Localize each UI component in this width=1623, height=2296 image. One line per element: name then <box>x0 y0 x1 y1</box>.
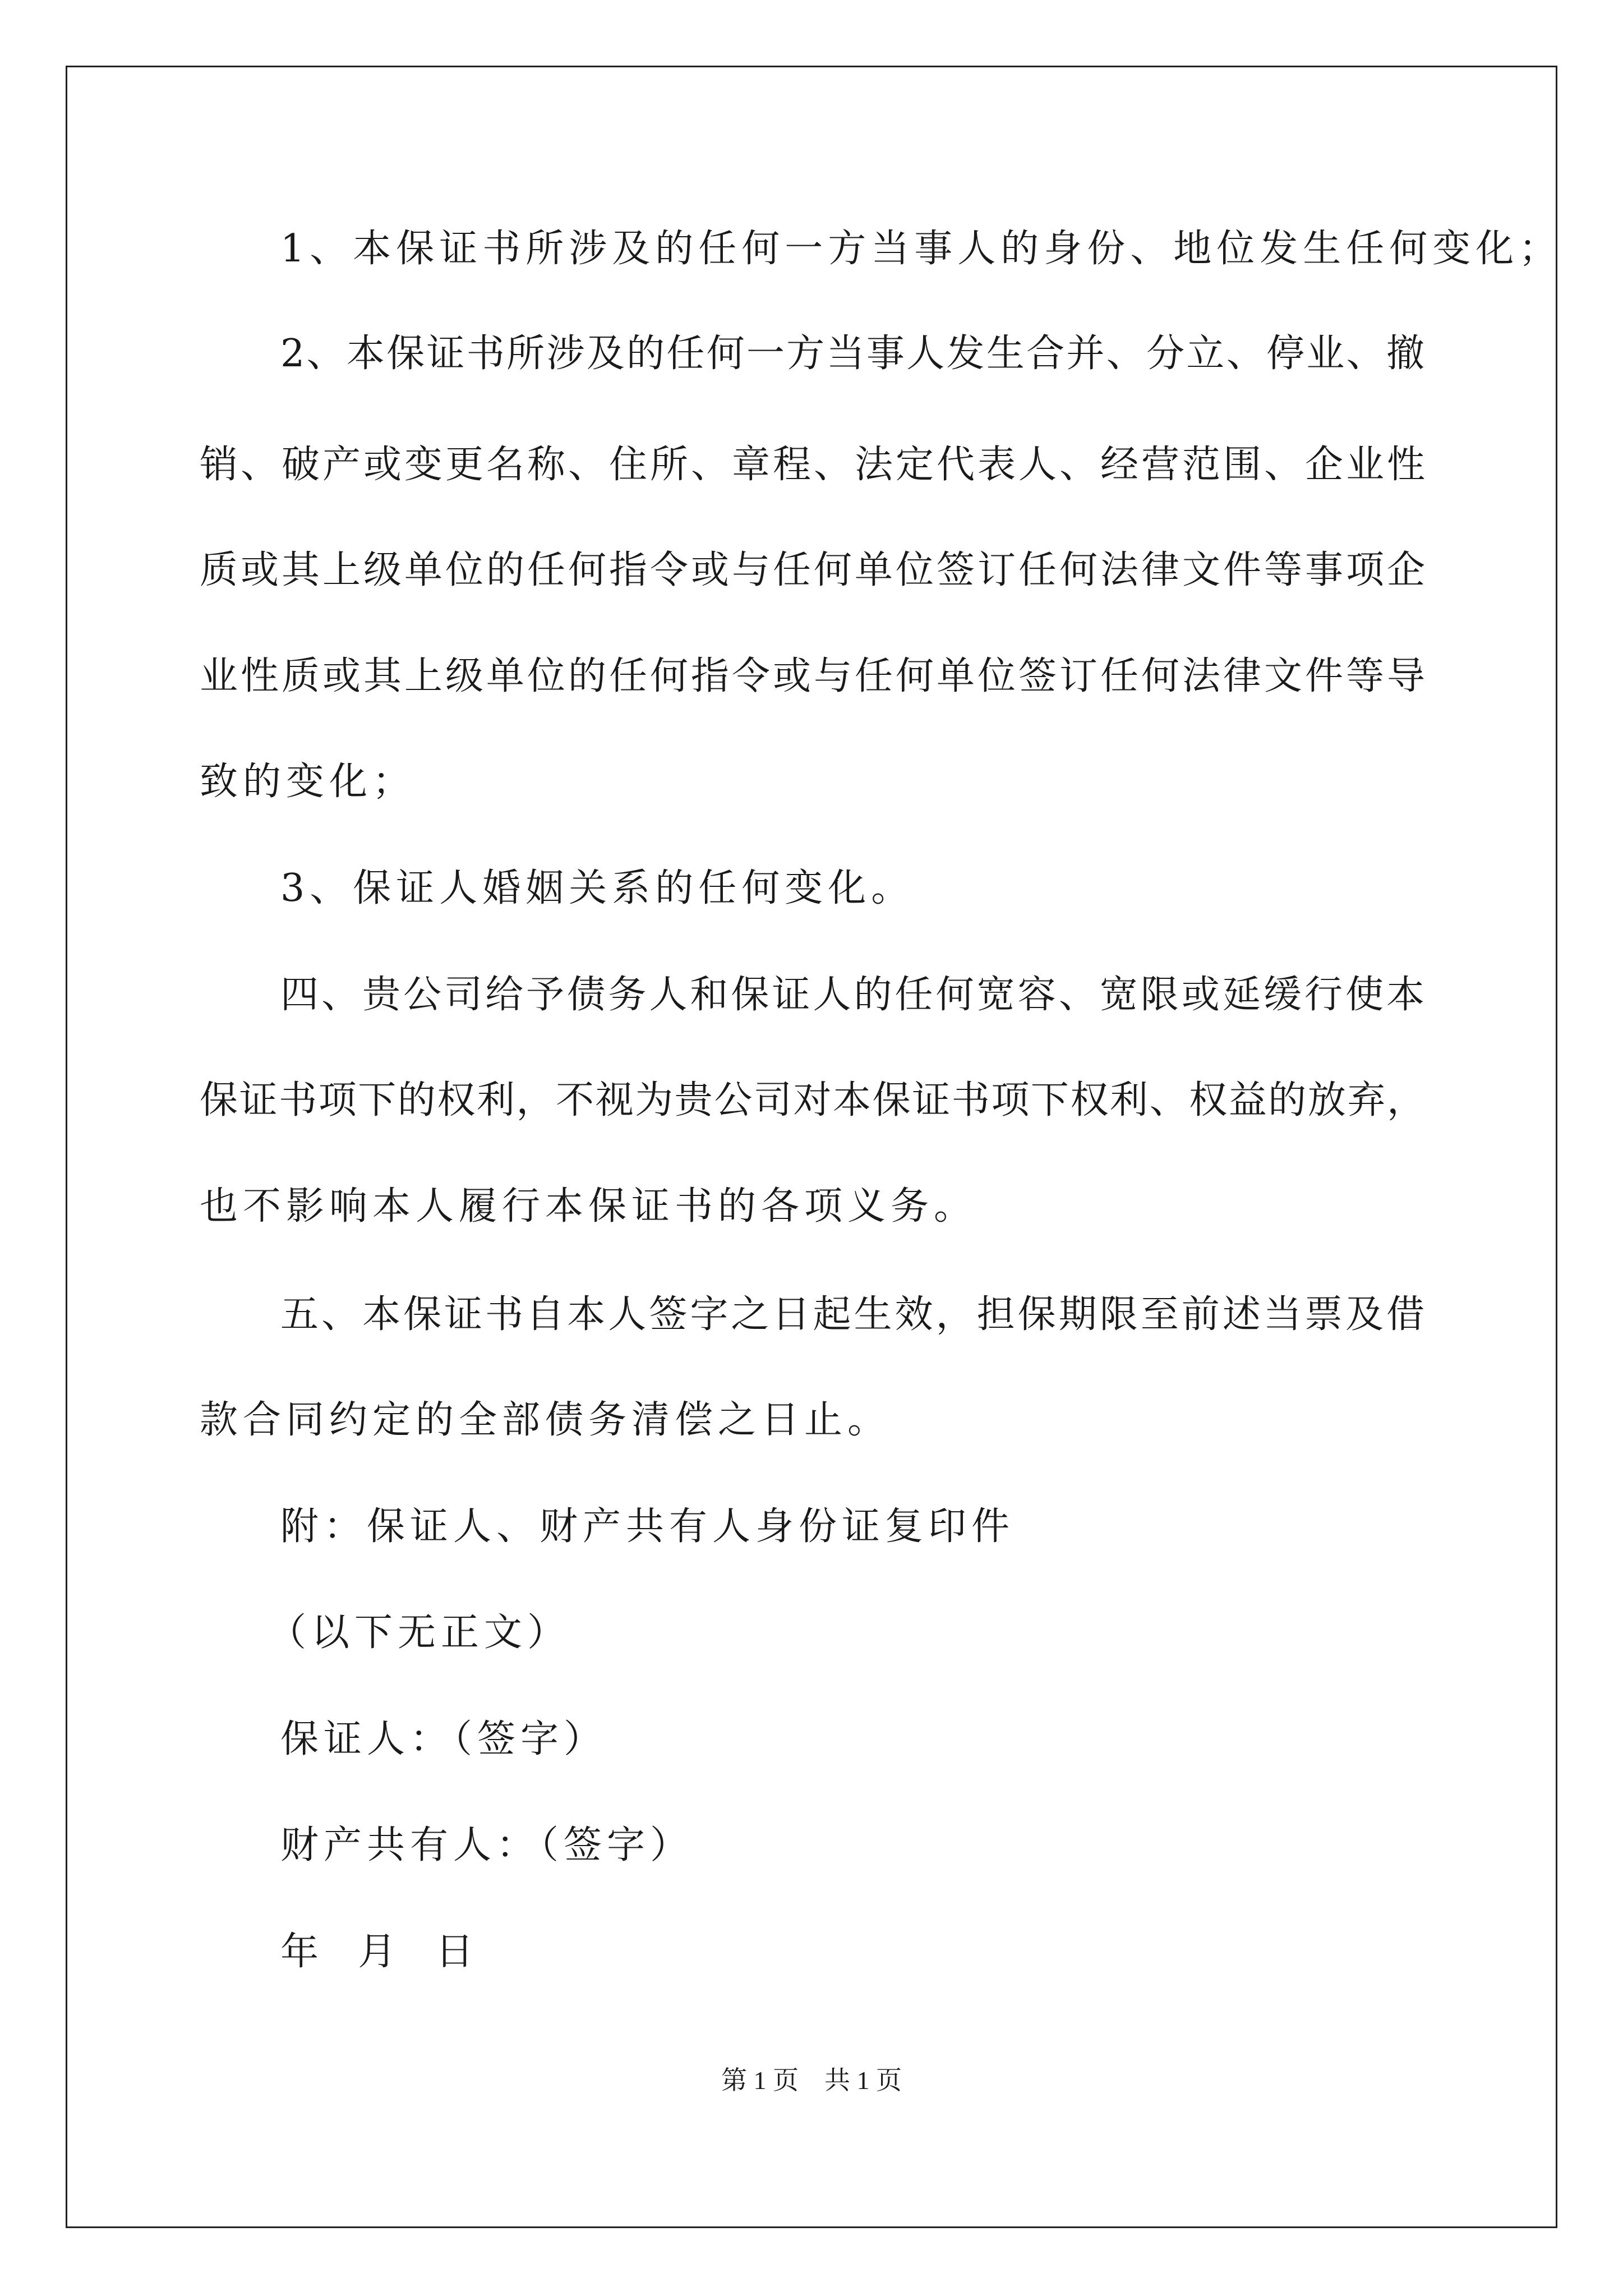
attachment-line: 附：保证人、财产共有人身份证复印件 <box>280 1504 1015 1549</box>
clause-line-9: 保证书项下的权利，不视为贵公司对本保证书项下权利、权益的放弃， <box>200 1078 1425 1122</box>
clause-line-5: 业性质或其上级单位的任何指令或与任何单位签订任何法律文件等导 <box>200 654 1425 698</box>
date-line: 年 月 日 <box>280 1930 479 1974</box>
no-text-below-line: （以下无正文） <box>268 1611 571 1655</box>
clause-line-10: 也不影响本人履行本保证书的各项义务。 <box>200 1184 978 1228</box>
clause-line-12: 款合同约定的全部债务清偿之日止。 <box>200 1398 891 1442</box>
clause-line-1: 1、本保证书所涉及的任何一方当事人的身份、地位发生任何变化； <box>280 227 1562 271</box>
clause-line-8: 四、贵公司给予债务人和保证人的任何宽容、宽限或延缓行使本 <box>280 973 1424 1017</box>
clause-line-3: 销、破产或变更名称、住所、章程、法定代表人、经营范围、企业性 <box>200 443 1425 487</box>
co-owner-signature-line: 财产共有人：（签字） <box>280 1823 694 1867</box>
clause-line-7: 3、保证人婚姻关系的任何变化。 <box>280 866 915 910</box>
page-footer: 第 1 页 共 1 页 <box>721 2066 902 2095</box>
clause-line-6: 致的变化； <box>200 760 416 804</box>
clause-line-2: 2、本保证书所涉及的任何一方当事人发生合并、分立、停业、撤 <box>280 332 1424 376</box>
clause-line-4: 质或其上级单位的任何指令或与任何单位签订任何法律文件等事项企 <box>200 548 1425 592</box>
guarantor-signature-line: 保证人：（签字） <box>280 1717 607 1761</box>
page-border <box>66 66 1557 2228</box>
clause-line-11: 五、本保证书自本人签字之日起生效，担保期限至前述当票及借 <box>280 1292 1424 1337</box>
